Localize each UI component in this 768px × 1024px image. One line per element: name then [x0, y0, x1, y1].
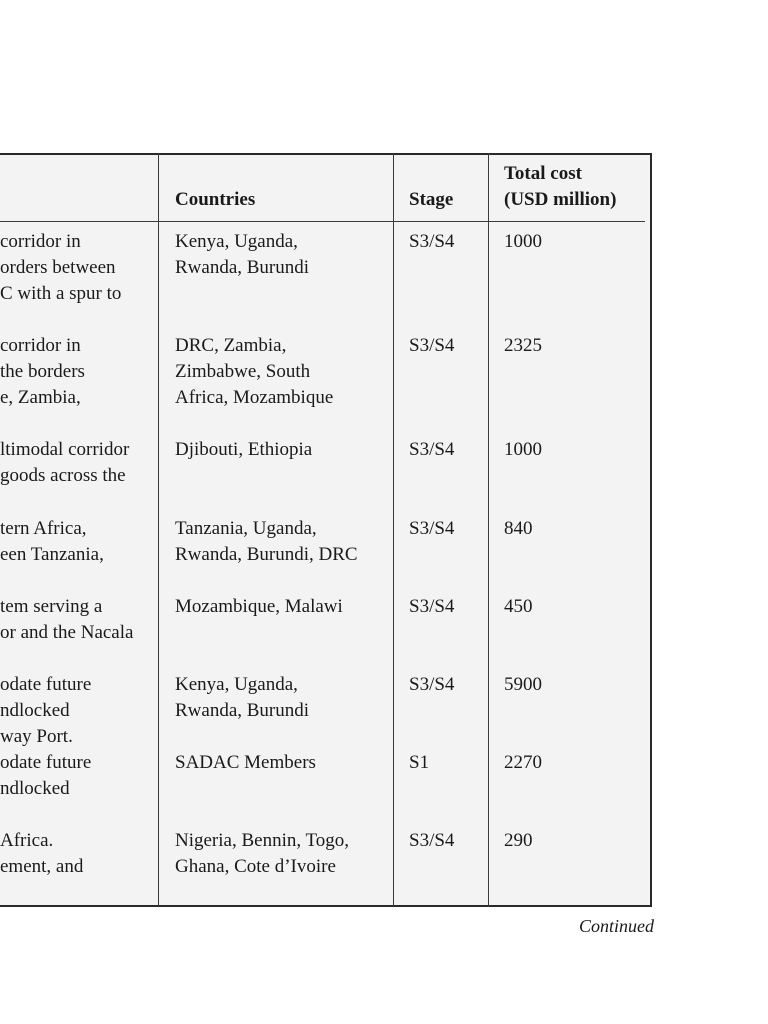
project-countries: Kenya, Uganda, Rwanda, Burundi — [175, 231, 310, 278]
project-stage: S1 — [409, 752, 430, 773]
project-stage: S3/S4 — [409, 674, 455, 695]
project-description: corridor in orders between C with a spur to — [0, 231, 122, 304]
project-countries: Mozambique, Malawi — [175, 596, 343, 617]
column-divider-countries — [393, 153, 394, 907]
project-stage: S3/S4 — [409, 439, 455, 460]
project-description: odate future ndlocked — [0, 752, 92, 799]
project-countries: Djibouti, Ethiopia — [175, 439, 313, 460]
project-stage: S3/S4 — [409, 231, 455, 252]
column-divider-stage — [488, 153, 489, 907]
project-description: corridor in the borders e, Zambia, — [0, 335, 85, 408]
header-stage: Stage — [409, 189, 454, 210]
project-total-cost: 5900 — [504, 674, 542, 695]
project-countries: SADAC Members — [175, 752, 316, 773]
project-total-cost: 290 — [504, 830, 533, 851]
project-total-cost: 2270 — [504, 752, 542, 773]
continued-note: Continued — [579, 916, 654, 936]
project-total-cost: 2325 — [504, 335, 542, 356]
project-countries: Kenya, Uganda, Rwanda, Burundi — [175, 674, 310, 721]
project-stage: S3/S4 — [409, 596, 455, 617]
column-divider-description — [158, 153, 159, 907]
project-stage: S3/S4 — [409, 335, 455, 356]
project-description: tem serving a or and the Nacala — [0, 596, 134, 643]
project-stage: S3/S4 — [409, 830, 455, 851]
project-total-cost: 1000 — [504, 231, 542, 252]
header-total-cost: Total cost (USD million) — [504, 163, 617, 210]
project-total-cost: 450 — [504, 596, 533, 617]
project-description: tern Africa, een Tanzania, — [0, 518, 104, 565]
project-description: ltimodal corridor goods across the — [0, 439, 130, 486]
project-countries: Tanzania, Uganda, Rwanda, Burundi, DRC — [175, 518, 358, 565]
project-description: Africa. ement, and — [0, 830, 84, 877]
header-rule — [0, 221, 645, 222]
project-description: odate future ndlocked way Port. — [0, 674, 92, 747]
project-countries: DRC, Zambia, Zimbabwe, South Africa, Mozambique — [175, 335, 334, 408]
project-total-cost: 1000 — [504, 439, 542, 460]
project-stage: S3/S4 — [409, 518, 455, 539]
project-total-cost: 840 — [504, 518, 533, 539]
header-countries: Countries — [175, 189, 256, 210]
project-countries: Nigeria, Bennin, Togo, Ghana, Cote d’Ivoire — [175, 830, 350, 877]
